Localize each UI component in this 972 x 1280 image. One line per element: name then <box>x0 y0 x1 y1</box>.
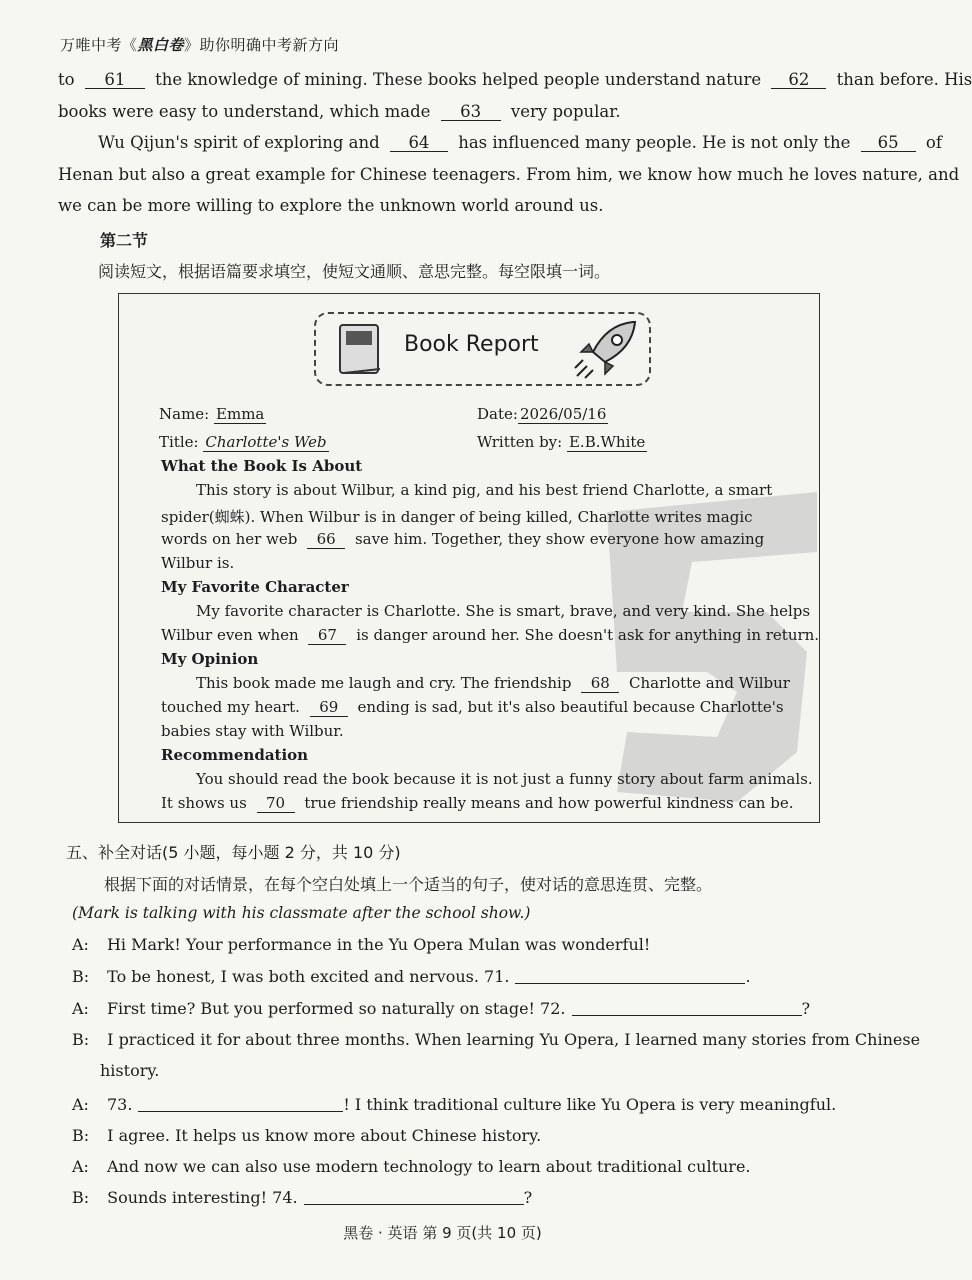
blank-69: 69 <box>310 700 348 717</box>
blank-67: 67 <box>308 628 346 645</box>
page-footer: 黑卷 · 英语 第 9 页(共 10 页) <box>343 1224 542 1242</box>
report-title-banner <box>314 312 651 386</box>
section-5-instruction: 根据下面的对话情景，在每个空白处填上一个适当的句子，使对话的意思连贯、完整。 <box>104 875 713 894</box>
rocket-icon <box>573 318 643 380</box>
passage-line-3: Wu Qijun's spirit of exploring and 64 has influenced many people. He is not only the 65 of <box>98 133 942 152</box>
blank-65: 65 <box>861 134 916 152</box>
passage-line-1: to 61 the knowledge of mining. These books helped people understand nature 62 than before. His <box>58 70 972 89</box>
blank-61: 61 <box>85 71 145 89</box>
dialogue-line-5: A: 73. ! I think traditional culture like Yu Opera is very meaningful. <box>72 1095 837 1114</box>
passage-line-4: Henan but also a great example for Chinese teenagers. From him, we know how much he loves nature, and <box>58 165 960 184</box>
recommendation-line-1: You should read the book because it is not just a funny story about farm animals. <box>196 770 813 788</box>
blank-64: 64 <box>390 134 448 152</box>
report-author: Written by: E.B.White <box>477 433 646 451</box>
section-2-instruction: 阅读短文，根据语篇要求填空，使短文通顺、意思完整。每空限填一词。 <box>98 262 611 281</box>
opinion-line-2: touched my heart. 69 ending is sad, but it's also beautiful because Charlotte's <box>161 698 784 716</box>
about-line-2: spider(蜘蛛). When Wilbur is in danger of being killed, Charlotte writes magic <box>161 508 753 526</box>
blank-62: 62 <box>771 71 826 89</box>
dialogue-line-2: B: To be honest, I was both excited and nervous. 71. . <box>72 967 751 986</box>
passage-line-2: books were easy to understand, which made 63 very popular. <box>58 102 621 121</box>
about-line-4: Wilbur is. <box>161 554 235 572</box>
dialogue-situation: (Mark is talking with his classmate after the school show.) <box>72 904 531 922</box>
header-prefix: 万唯中考《 <box>60 36 138 54</box>
answer-blank-71[interactable] <box>515 967 745 984</box>
book-icon <box>330 319 390 379</box>
opinion-line-3: babies stay with Wilbur. <box>161 722 344 740</box>
report-heading: Book Report <box>404 332 539 357</box>
favorite-line-2: Wilbur even when 67 is danger around her. She doesn't ask for anything in return. <box>161 626 820 644</box>
opinion-heading: My Opinion <box>161 650 259 668</box>
favorite-line-1: My favorite character is Charlotte. She is smart, brave, and very kind. She helps <box>196 602 811 620</box>
opinion-line-1: This book made me laugh and cry. The friendship 68 Charlotte and Wilbur <box>196 674 790 692</box>
section-5-title: 五、补全对话(5 小题，每小题 2 分，共 10 分) <box>66 843 401 862</box>
blank-68: 68 <box>581 676 619 693</box>
about-heading: What the Book Is About <box>161 457 363 475</box>
blank-70: 70 <box>257 796 295 813</box>
about-line-3: words on her web 66 save him. Together, they show everyone how amazing <box>161 530 765 548</box>
blank-63: 63 <box>441 103 501 121</box>
dialogue-line-6: B: I agree. It helps us know more about Chinese history. <box>72 1126 542 1145</box>
report-date: Date: 2026/05/16 <box>477 405 607 423</box>
favorite-heading: My Favorite Character <box>161 578 349 596</box>
answer-blank-72[interactable] <box>572 999 802 1016</box>
page-header <box>60 34 339 55</box>
recommendation-line-2: It shows us 70 true friendship really means and how powerful kindness can be. <box>161 794 794 812</box>
dialogue-line-7: A: And now we can also use modern technology to learn about traditional culture. <box>72 1157 751 1176</box>
answer-blank-74[interactable] <box>304 1188 524 1205</box>
section-2-title: 第二节 <box>100 231 149 250</box>
passage-line-5: we can be more willing to explore the unknown world around us. <box>58 196 604 215</box>
header-brand: 黑白卷 <box>137 36 185 54</box>
dialogue-line-1: A: Hi Mark! Your performance in the Yu Opera Mulan was wonderful! <box>72 935 651 954</box>
recommendation-heading: Recommendation <box>161 746 309 764</box>
book-report-box <box>118 293 820 823</box>
report-name: Name: Emma <box>159 405 265 423</box>
dialogue-line-4-cont: history. <box>100 1061 160 1080</box>
report-book-title: Title: Charlotte's Web <box>159 433 327 451</box>
about-line-1: This story is about Wilbur, a kind pig, and his best friend Charlotte, a smart <box>196 481 773 499</box>
dialogue-line-8: B: Sounds interesting! 74. ? <box>72 1188 533 1207</box>
dialogue-line-3: A: First time? But you performed so naturally on stage! 72. ? <box>72 999 811 1018</box>
header-suffix: 》助你明确中考新方向 <box>184 36 340 54</box>
answer-blank-73[interactable] <box>138 1095 343 1112</box>
blank-66: 66 <box>307 532 345 549</box>
dialogue-line-4: B: I practiced it for about three months. When learning Yu Opera, I learned many stories from Chinese <box>72 1030 921 1049</box>
